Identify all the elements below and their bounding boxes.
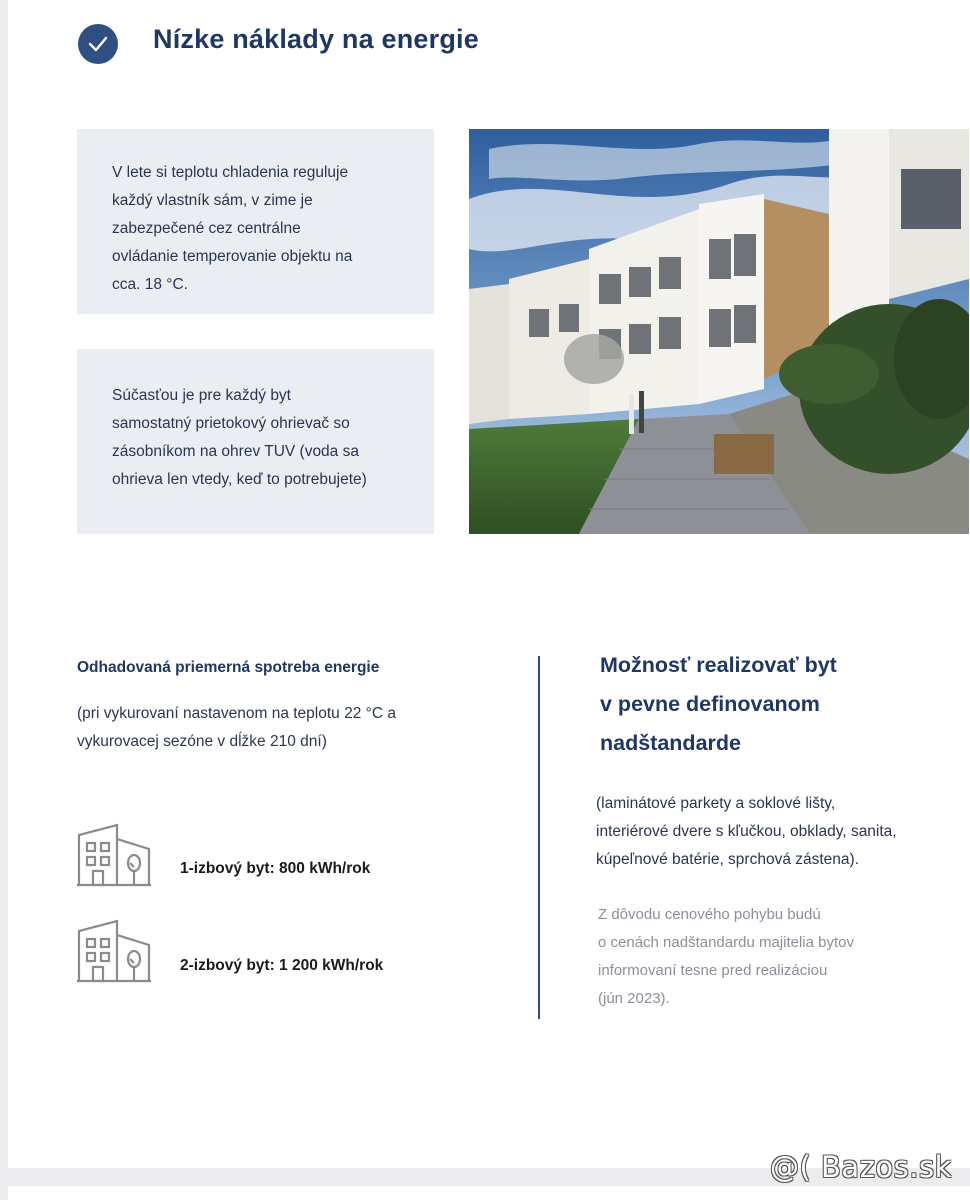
info-box-water-heater: [77, 349, 434, 534]
document-page: [8, 0, 970, 1168]
info-line: zásobníkom na ohrev TUV (voda sa: [112, 443, 359, 460]
upgrade-note-line: interiérové dvere s kľučkou, obklady, sanita,: [596, 823, 897, 840]
info-box-cooling: [77, 129, 434, 314]
price-note-line: (jún 2023).: [598, 990, 670, 1007]
info-line: ohrieva len vtedy, keď to potrebujete): [112, 471, 367, 488]
consumption-note-line: vykurovacej sezóne v dĺžke 210 dní): [77, 733, 327, 750]
watermark: @( Bazos.sk: [770, 1150, 952, 1184]
upgrade-title-line: v pevne definovanom: [600, 692, 820, 716]
usage-one-room: 1-izbový byt: 800 kWh/rok: [180, 860, 371, 877]
usage-two-room: 2-izbový byt: 1 200 kWh/rok: [180, 957, 384, 974]
upgrade-title: [600, 646, 960, 763]
apartment-building-icon: [77, 823, 153, 892]
info-line: každý vlastník sám, v zime je: [112, 192, 313, 209]
next-page-edge: [8, 1186, 970, 1200]
upgrade-note-line: kúpeľnové batérie, sprchová zástena).: [596, 851, 860, 868]
page-title: Nízke náklady na energie: [153, 24, 479, 54]
price-note-line: Z dôvodu cenového pohybu budú: [598, 906, 821, 923]
building-render-photo: [469, 129, 969, 534]
checkmark-icon: [78, 24, 118, 64]
price-note-line: o cenách nadštandardu majitelia bytov: [598, 934, 854, 951]
apartment-building-icon: [77, 919, 153, 988]
upgrade-note: [596, 790, 966, 874]
upgrade-price-note: [598, 901, 938, 1013]
info-line: V lete si teplotu chladenia reguluje: [112, 164, 349, 181]
upgrade-note-line: (laminátové parkety a soklové lišty,: [596, 795, 836, 812]
column-divider: [538, 656, 540, 1019]
info-line: samostatný prietokový ohrievač so: [112, 415, 350, 432]
upgrade-title-line: nadštandarde: [600, 731, 741, 755]
info-line: zabezpečené cez centrálne: [112, 220, 301, 237]
consumption-title: Odhadovaná priemerná spotreba energie: [77, 659, 380, 676]
upgrade-title-line: Možnosť realizovať byt: [600, 653, 837, 677]
info-line: Súčasťou je pre každý byt: [112, 387, 291, 404]
info-line: ovládanie temperovanie objektu na: [112, 248, 353, 265]
consumption-note-line: (pri vykurovaní nastavenom na teplotu 22 °C a: [77, 705, 396, 722]
price-note-line: informovaní tesne pred realizáciou: [598, 962, 828, 979]
consumption-note: [77, 700, 497, 756]
info-line: cca. 18 °C.: [112, 276, 188, 293]
